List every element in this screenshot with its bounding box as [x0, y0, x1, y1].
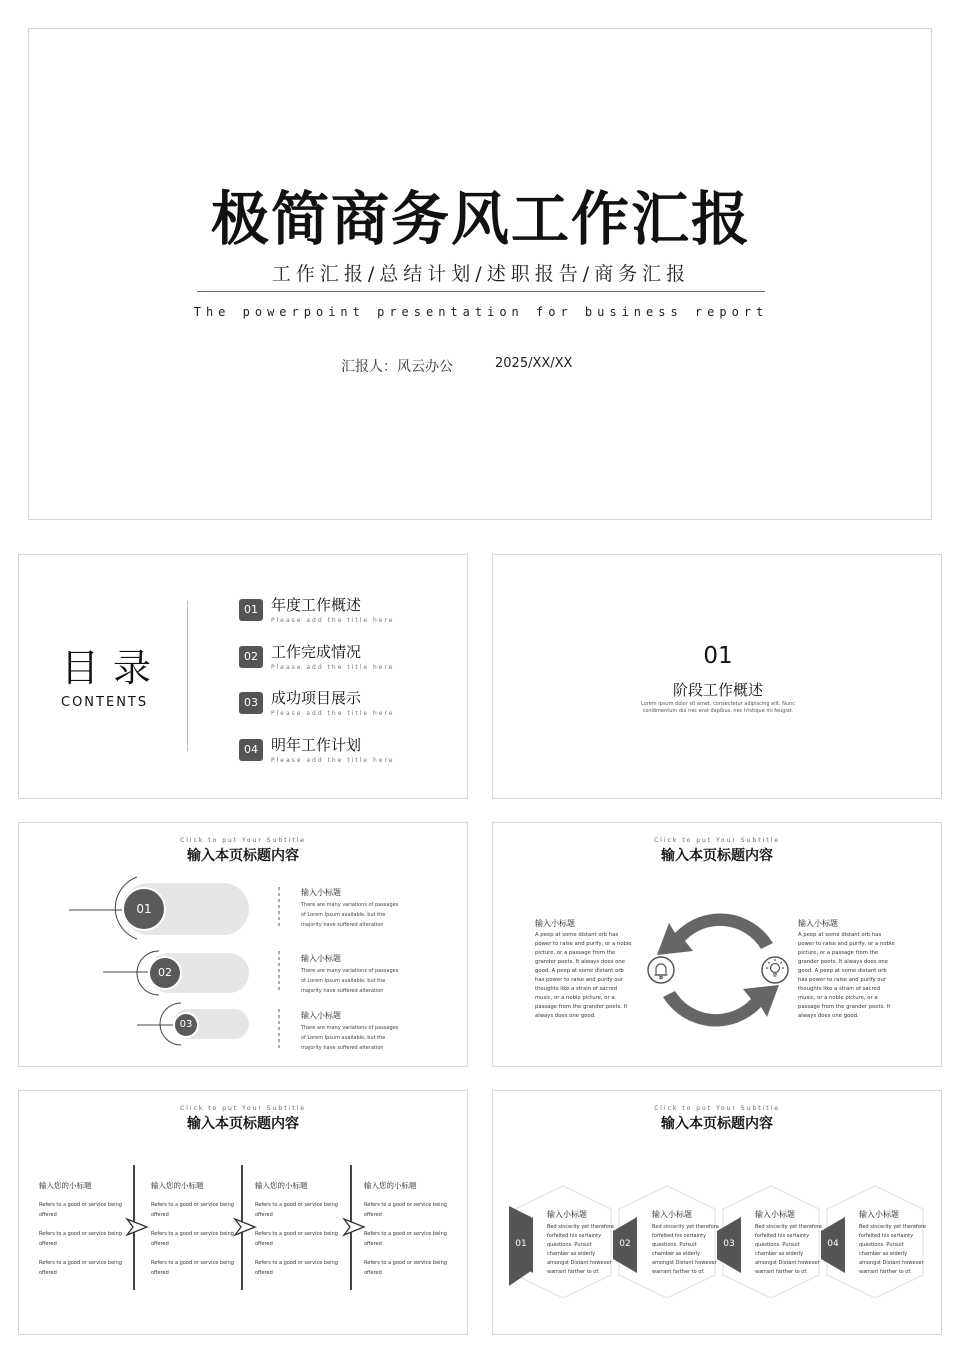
column-2-subtitle: 输入您的小标题	[151, 1181, 204, 1190]
section-number: 01	[703, 643, 733, 669]
cycle-left-subtitle: 输入小标题	[535, 919, 575, 928]
hexagon-number-2: 02	[619, 1239, 631, 1249]
contents-item-3[interactable]	[239, 686, 439, 726]
cover-reporter: 汇报人：风云办公	[341, 359, 453, 375]
columns-slide[interactable]	[18, 1090, 468, 1335]
slide-title: 输入本页标题内容	[661, 848, 773, 864]
section-description: Lorem ipsum dolor sit amet, consectetur adipiscing elit. Nunc condimentum dui nec erat dapibus, nec tristique mi feugiat.	[641, 701, 795, 714]
list-number-1: 01	[136, 902, 152, 916]
contents-item-hint: Please add the title here	[271, 757, 395, 764]
column-1-line-1: Refers to a good or service being offered	[39, 1202, 122, 1218]
slide-subtitle-hint: Click to put Your Subtitle	[654, 837, 780, 844]
list-subtitle-3: 输入小标题	[301, 1011, 341, 1020]
contents-item-1[interactable]	[239, 593, 439, 633]
list-text-1: There are many variations of passages of Lorem Ipsum available, but the majority have suffered alteration	[301, 902, 399, 928]
column-2-line-3: Refers to a good or service being offered	[151, 1260, 234, 1276]
contents-item-number: 01	[239, 599, 263, 621]
cover-date: 2025/XX/XX	[495, 356, 573, 371]
slide-title: 输入本页标题内容	[187, 1116, 299, 1132]
hexagon-text-1: Bed sincerity yet therefore forfeited his certainty questions. Pursuit chamber as elderly amongst Distant however warrant farther to of.	[547, 1224, 614, 1275]
contents-item-label: 明年工作计划	[271, 736, 362, 754]
slide-title: 输入本页标题内容	[661, 1116, 773, 1132]
hexagon-text-4: Bed sincerity yet therefore forfeited his certainty questions. Pursuit chamber as elderly amongst Distant however warrant farther to of.	[859, 1224, 926, 1275]
column-3-line-2: Refers to a good or service being offered	[255, 1231, 338, 1247]
cycle-arrow-bottom	[663, 985, 779, 1027]
contents-item-4[interactable]	[239, 733, 439, 773]
list-subtitle-2: 输入小标题	[301, 954, 341, 963]
hexagon-subtitle-4: 输入小标题	[859, 1210, 899, 1219]
contents-divider	[187, 601, 188, 751]
hexagon-subtitle-3: 输入小标题	[755, 1210, 795, 1219]
cycle-right-subtitle: 输入小标题	[798, 919, 838, 928]
contents-item-hint: Please add the title here	[271, 617, 395, 624]
cover-slide[interactable]	[28, 28, 932, 520]
list-text-2: There are many variations of passages of Lorem Ipsum available, but the majority have suffered alteration	[301, 968, 399, 994]
cycle-diagram	[643, 895, 793, 1045]
contents-item-label: 成功项目展示	[271, 689, 362, 707]
column-1-line-2: Refers to a good or service being offered	[39, 1231, 122, 1247]
column-4-subtitle: 输入您的小标题	[364, 1181, 417, 1190]
slide-subtitle-hint: Click to put Your Subtitle	[654, 1105, 780, 1112]
cycle-arrow-top	[657, 913, 773, 955]
column-2-line-1: Refers to a good or service being offered	[151, 1202, 234, 1218]
contents-item-number: 02	[239, 646, 263, 668]
cover-english-subtitle: The powerpoint presentation for business report	[193, 305, 769, 319]
section-title: 阶段工作概述	[672, 681, 763, 699]
hexagon-text-2: Bed sincerity yet therefore forfeited his certainty questions. Pursuit chamber as elderly amongst Distant however warrant farther to of.	[652, 1224, 719, 1275]
contents-slide[interactable]	[18, 554, 468, 799]
hexagon-subtitle-1: 输入小标题	[547, 1210, 587, 1219]
contents-title: 目录	[61, 646, 166, 690]
contents-item-hint: Please add the title here	[271, 664, 395, 671]
column-4-line-2: Refers to a good or service being offered	[364, 1231, 447, 1247]
contents-item-number: 04	[239, 739, 263, 761]
column-4-line-3: Refers to a good or service being offered	[364, 1260, 447, 1276]
column-3-line-1: Refers to a good or service being offered	[255, 1202, 338, 1218]
hexagon-number-3: 03	[723, 1239, 735, 1249]
slide-title: 输入本页标题内容	[187, 848, 299, 864]
hexagon-slide[interactable]	[492, 1090, 942, 1335]
column-3-line-3: Refers to a good or service being offered	[255, 1260, 338, 1276]
chevron-right-icon	[127, 1219, 147, 1235]
column-2-line-2: Refers to a good or service being offered	[151, 1231, 234, 1247]
contents-item-label: 年度工作概述	[271, 596, 362, 614]
chevron-right-icon	[344, 1219, 364, 1235]
section-slide[interactable]	[492, 554, 942, 799]
cycle-left-text: A peep at some distant orb has power to raise and purify, or a noble picture, or a passage from the grander poets. It always does one good. A peep at some distant orb has power to raise and purify our thoughts like a strain of sacred music, or a noble picture, or a passage from the grander poets. It always does one good.	[535, 932, 632, 1019]
column-3-subtitle: 输入您的小标题	[255, 1181, 308, 1190]
cover-title: 极简商务风工作汇报	[210, 185, 751, 253]
hexagon-subtitle-2: 输入小标题	[652, 1210, 692, 1219]
slide-subtitle-hint: Click to put Your Subtitle	[180, 1105, 306, 1112]
column-4-line-1: Refers to a good or service being offered	[364, 1202, 447, 1218]
slide-subtitle-hint: Click to put Your Subtitle	[180, 837, 306, 844]
list-text-3: There are many variations of passages of Lorem Ipsum available, but the majority have suffered alteration	[301, 1025, 399, 1051]
contents-item-hint: Please add the title here	[271, 710, 395, 717]
hexagon-text-3: Bed sincerity yet therefore forfeited his certainty questions. Pursuit chamber as elderly amongst Distant however warrant farther to of.	[755, 1224, 822, 1275]
hexagon-number-1: 01	[515, 1239, 527, 1249]
cover-divider	[197, 291, 765, 292]
list-number-3: 03	[179, 1019, 193, 1030]
contents-item-label: 工作完成情况	[271, 643, 362, 661]
cover-subtitle: 工作汇报/总结计划/述职报告/商务汇报	[271, 263, 691, 285]
contents-item-number: 03	[239, 692, 263, 714]
hexagon-number-4: 04	[827, 1239, 839, 1249]
list-number-2: 02	[158, 966, 172, 979]
cycle-right-text: A peep at some distant orb has power to raise and purify, or a noble picture, or a passage from the grander poets. It always does one good. A peep at some distant orb has power to raise and purify our thoughts like a strain of sacred music, or a noble picture, or a passage from the grander poets. It always does one good.	[798, 932, 895, 1019]
column-1-subtitle: 输入您的小标题	[39, 1181, 92, 1190]
column-1-line-3: Refers to a good or service being offered	[39, 1260, 122, 1276]
list-slide[interactable]	[18, 822, 468, 1067]
list-subtitle-1: 输入小标题	[301, 888, 341, 897]
contents-item-2[interactable]	[239, 640, 439, 680]
contents-title-en: CONTENTS	[61, 695, 149, 710]
cycle-slide[interactable]	[492, 822, 942, 1067]
